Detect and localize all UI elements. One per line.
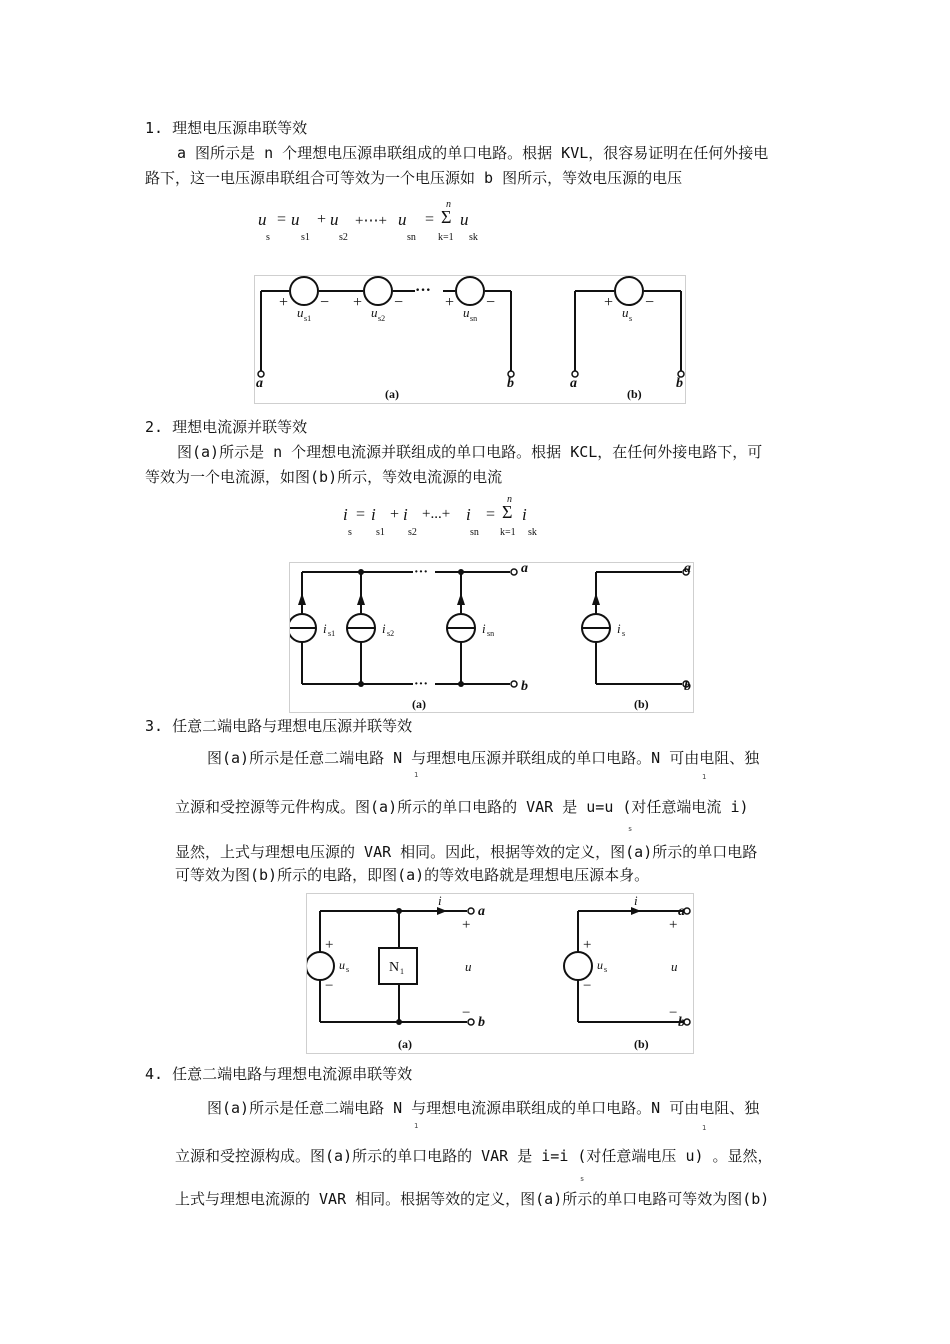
svg-text:i: i bbox=[617, 621, 621, 636]
figure-series-voltage-sources bbox=[254, 275, 686, 404]
svg-text:+: + bbox=[583, 937, 592, 953]
equation-voltage-sum: u s = u s1 + u s2 +⋯+ u sn = Σ n k=1 u sk bbox=[258, 199, 478, 243]
svg-text:i: i bbox=[323, 621, 327, 636]
svg-text:a: a bbox=[684, 563, 691, 576]
svg-text:−: − bbox=[394, 294, 404, 311]
svg-text:+: + bbox=[445, 294, 455, 311]
section-4-n1-sub-a: 1 bbox=[414, 1122, 419, 1130]
section-3-line-1: 图(a)所示是任意二端电路 N 与理想电压源并联组成的单口电路。N 可由电阻、独 bbox=[207, 749, 760, 767]
svg-text:(b): (b) bbox=[627, 387, 642, 401]
svg-text:−: − bbox=[486, 294, 496, 311]
section-4-line-1: 图(a)所示是任意二端电路 N 与理想电流源串联组成的单口电路。N 可由电阻、独 bbox=[207, 1099, 760, 1117]
voltage-source-1 bbox=[290, 277, 318, 305]
svg-text:+: + bbox=[669, 917, 678, 933]
svg-text:u: u bbox=[671, 959, 678, 974]
svg-text:(a): (a) bbox=[412, 697, 426, 711]
svg-text:u: u bbox=[597, 958, 603, 972]
svg-text:(a): (a) bbox=[385, 387, 399, 401]
svg-text:s1: s1 bbox=[328, 629, 336, 638]
section-4-line-3: 上式与理想电流源的 VAR 相同。根据等效的定义，图(a)所示的单口电路可等效为图(b) bbox=[175, 1190, 770, 1208]
section-3-line-3: 显然，上式与理想电压源的 VAR 相同。因此，根据等效的定义，图(a)所示的单口电路 bbox=[175, 843, 758, 861]
section-2-heading: 2. 理想电流源并联等效 bbox=[145, 418, 308, 436]
section-4-line-2: 立源和受控源构成。图(a)所示的单口电路的 VAR 是 i=i (对任意端电压 u) 。显然， bbox=[175, 1147, 773, 1165]
svg-text:−: − bbox=[669, 1005, 678, 1021]
voltage-source-n bbox=[456, 277, 484, 305]
svg-text:u: u bbox=[339, 958, 345, 972]
section-1-line-1: a 图所示是 n 个理想电压源串联组成的单口电路。根据 KVL，很容易证明在任何外接电 bbox=[177, 144, 769, 162]
voltage-source-2 bbox=[364, 277, 392, 305]
section-3-n1-sub-a: 1 bbox=[414, 771, 419, 779]
svg-text:s1: s1 bbox=[304, 314, 312, 323]
section-3-us-sub: s bbox=[628, 825, 633, 833]
svg-text:−: − bbox=[462, 1005, 471, 1021]
svg-text:a: a bbox=[478, 904, 485, 919]
svg-text:b: b bbox=[684, 679, 691, 694]
section-2-line-2: 等效为一个电流源，如图(b)所示，等效电流源的电流 bbox=[145, 468, 503, 486]
svg-text:−: − bbox=[320, 294, 330, 311]
svg-text:a: a bbox=[256, 376, 263, 391]
svg-text:a: a bbox=[678, 904, 685, 919]
svg-text:−: − bbox=[325, 978, 334, 994]
svg-text:b: b bbox=[678, 1015, 685, 1030]
svg-text:u: u bbox=[371, 305, 378, 320]
section-3-line-4: 可等效为图(b)所示的电路，即图(a)的等效电路就是理想电压源本身。 bbox=[175, 866, 650, 884]
svg-text:s: s bbox=[604, 965, 608, 974]
svg-text:u: u bbox=[463, 305, 470, 320]
section-4-is-sub: s bbox=[580, 1175, 585, 1183]
equation-current-sum: i s = i s1 + i s2 +...+ i sn = Σ n k=1 i sk bbox=[343, 494, 537, 538]
svg-text:s2: s2 bbox=[378, 314, 386, 323]
svg-text:(b): (b) bbox=[634, 1037, 649, 1051]
svg-text:···: ··· bbox=[414, 677, 429, 692]
section-3-n1-sub-b: 1 bbox=[702, 773, 707, 781]
section-3-line-2: 立源和受控源等元件构成。图(a)所示的单口电路的 VAR 是 u=u (对任意端电流 i) bbox=[175, 798, 749, 816]
svg-text:u: u bbox=[622, 305, 629, 320]
svg-text:(a): (a) bbox=[398, 1037, 412, 1051]
svg-text:1: 1 bbox=[400, 967, 404, 976]
svg-text:sn: sn bbox=[470, 314, 478, 323]
svg-text:N: N bbox=[389, 960, 400, 975]
section-1-heading: 1. 理想电压源串联等效 bbox=[145, 119, 308, 137]
svg-text:i: i bbox=[438, 894, 442, 908]
section-3-heading: 3. 任意二端电路与理想电压源并联等效 bbox=[145, 717, 413, 735]
section-1-line-2: 路下，这一电压源串联组合可等效为一个电压源如 b 图所示，等效电压源的电压 bbox=[145, 169, 683, 187]
svg-text:s: s bbox=[622, 629, 626, 638]
svg-text:(b): (b) bbox=[634, 697, 649, 711]
svg-text:i: i bbox=[382, 621, 386, 636]
svg-text:a: a bbox=[570, 376, 577, 391]
figure-parallel-voltage-source-network bbox=[306, 893, 694, 1054]
svg-text:···: ··· bbox=[414, 565, 429, 580]
svg-text:−: − bbox=[583, 978, 592, 994]
svg-text:s: s bbox=[346, 965, 350, 974]
svg-text:+: + bbox=[462, 917, 471, 933]
section-2-line-1: 图(a)所示是 n 个理想电流源并联组成的单口电路。根据 KCL，在任何外接电路下，可 bbox=[177, 443, 763, 461]
svg-text:u: u bbox=[297, 305, 304, 320]
svg-text:i: i bbox=[482, 621, 486, 636]
svg-text:s: s bbox=[629, 314, 633, 323]
svg-text:b: b bbox=[507, 376, 514, 391]
figure-parallel-current-sources bbox=[289, 562, 694, 713]
svg-text:+: + bbox=[279, 294, 289, 311]
svg-text:a: a bbox=[521, 563, 528, 576]
svg-text:b: b bbox=[478, 1015, 485, 1030]
voltage-source-equivalent bbox=[615, 277, 643, 305]
svg-text:···: ··· bbox=[415, 282, 432, 299]
svg-text:b: b bbox=[521, 679, 528, 694]
svg-text:s2: s2 bbox=[387, 629, 395, 638]
svg-text:u: u bbox=[465, 959, 472, 974]
svg-text:i: i bbox=[634, 894, 638, 908]
svg-text:−: − bbox=[645, 294, 655, 311]
section-4-heading: 4. 任意二端电路与理想电流源串联等效 bbox=[145, 1065, 413, 1083]
svg-text:+: + bbox=[604, 294, 614, 311]
section-4-n1-sub-b: 1 bbox=[702, 1124, 707, 1132]
svg-text:b: b bbox=[676, 376, 683, 391]
svg-text:sn: sn bbox=[487, 629, 495, 638]
svg-text:+: + bbox=[353, 294, 363, 311]
svg-text:+: + bbox=[325, 937, 334, 953]
